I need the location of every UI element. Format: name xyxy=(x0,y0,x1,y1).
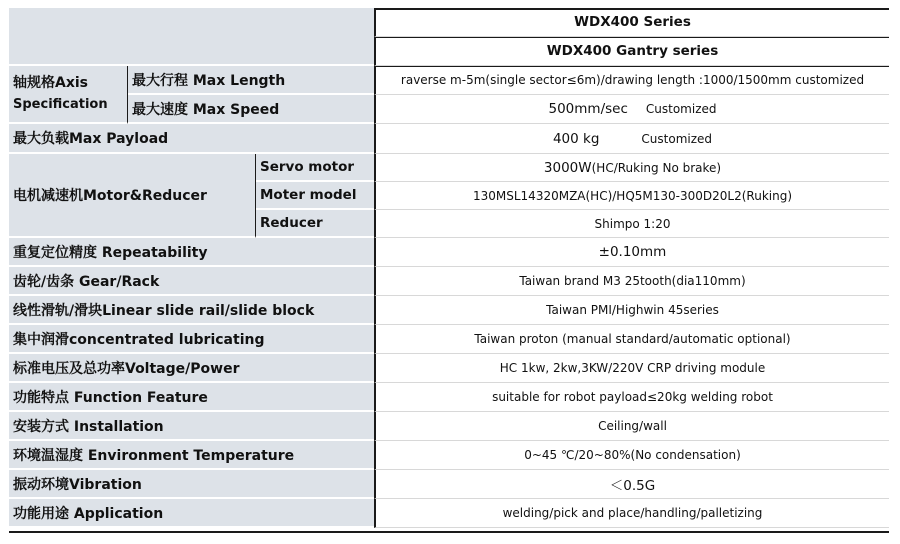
max-length-value: raverse m-5m(single sector≤6m)/drawing length :1000/1500mm customized xyxy=(374,66,889,95)
axis-spec-label-line1: 轴规格Axis xyxy=(13,75,88,91)
function-feature-label: 功能特点 Function Feature xyxy=(9,383,374,412)
reducer-label: Reducer xyxy=(256,210,374,238)
max-payload-value: 400 kg xyxy=(552,130,600,147)
application-label: 功能用途 Application xyxy=(9,499,374,528)
application-value: welding/pick and place/handling/palletizing xyxy=(374,499,889,528)
linear-rail-label: 线性滑轨/滑块Linear slide rail/slide block xyxy=(9,296,374,325)
linear-rail-value: Taiwan PMI/Highwin 45series xyxy=(374,296,889,325)
environment-label: 环境温湿度 Environment Temperature xyxy=(9,441,374,470)
vibration-label: 振动环境Vibration xyxy=(9,470,374,499)
voltage-power-label: 标准电压及总功率Voltage/Power xyxy=(9,354,374,383)
spec-table xyxy=(9,8,889,532)
bottom-rule xyxy=(9,531,889,533)
installation-value: Ceiling/wall xyxy=(374,412,889,441)
environment-value: 0~45 ℃/20~80%(No condensation) xyxy=(374,441,889,470)
max-payload-label: 最大负载Max Payload xyxy=(9,124,374,154)
motor-model-label: Moter model xyxy=(256,182,374,210)
series-title: WDX400 Series xyxy=(374,8,889,37)
repeatability-label: 重复定位精度 Repeatability xyxy=(9,238,374,267)
max-length-label: 最大行程 Max Length xyxy=(128,66,374,95)
gear-rack-label: 齿轮/齿条 Gear/Rack xyxy=(9,267,374,296)
axis-spec-label xyxy=(9,66,128,124)
voltage-power-value: HC 1kw, 2kw,3KW/220V CRP driving module xyxy=(374,354,889,383)
function-feature-value: suitable for robot payload≤20kg welding robot xyxy=(374,383,889,412)
repeatability-value: ±0.10mm xyxy=(374,238,889,267)
vibration-value: ＜0.5G xyxy=(374,470,889,499)
max-speed-note: Customized xyxy=(645,102,717,116)
header-divider xyxy=(374,37,889,38)
servo-motor-value-cell xyxy=(374,154,889,182)
header-blank-cell xyxy=(9,8,374,66)
max-speed-value: 500mm/sec xyxy=(548,101,628,117)
header-divider-2 xyxy=(374,66,889,67)
servo-motor-note: (HC/Ruking No brake) xyxy=(591,160,722,175)
reducer-value: Shimpo 1:20 xyxy=(374,210,889,238)
lubrication-value: Taiwan proton (manual standard/automatic optional) xyxy=(374,325,889,354)
max-payload-note: Customized xyxy=(641,131,713,146)
lubrication-label: 集中润滑concentrated lubricating xyxy=(9,325,374,354)
installation-label: 安装方式 Installation xyxy=(9,412,374,441)
motor-model-value: 130MSL14320MZA(HC)/HQ5M130-300D20L2(Ruking) xyxy=(374,182,889,210)
top-rule xyxy=(374,8,889,10)
servo-motor-value: 3000W xyxy=(543,159,592,176)
motor-reducer-label: 电机减速机Motor&Reducer xyxy=(9,154,256,238)
max-payload-value-cell xyxy=(374,124,889,154)
gantry-series-title: WDX400 Gantry series xyxy=(374,37,889,66)
axis-spec-label-line2: Specification xyxy=(13,97,108,112)
max-speed-value-cell xyxy=(374,95,889,124)
gear-rack-value: Taiwan brand M3 25tooth(dia110mm) xyxy=(374,267,889,296)
max-speed-label: 最大速度 Max Speed xyxy=(128,95,374,124)
servo-motor-label: Servo motor xyxy=(256,154,374,182)
